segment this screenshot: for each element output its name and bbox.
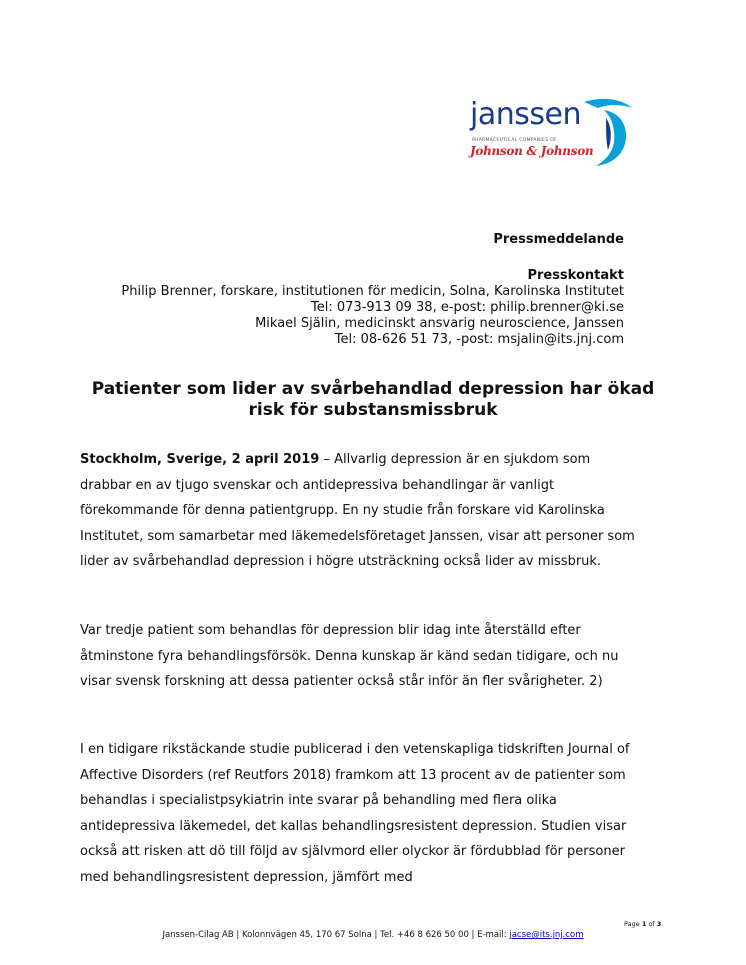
logo-subtitle: PHARMACEUTICAL COMPANIES OF (472, 138, 557, 143)
press-contact-block (80, 268, 624, 348)
contact-line: Philip Brenner, forskare, institutionen för medicin, Solna, Karolinska Institutet (121, 284, 624, 299)
press-release-label: Pressmeddelande (493, 232, 624, 247)
paragraph-1 (80, 447, 640, 575)
contact-line: Tel: 073-913 09 38, e-post: philip.brenner@ki.se (311, 300, 624, 315)
paragraph-3: I en tidigare rikstäckande studie publicerad i den vetenskapliga tidskriften Journal of Affective Disorders (ref Reutfors 2018) framkom att 13 procent av de patienter som behandlas i specialistpsykiatrin inte svarar på behandling med flera olika antidepressiva läkemedel, det kallas behandlingsresistent depression. Studien visar också att risken att dö till följd av självmord eller olyckor är fördubblad för personer med behandlingsresistent depression, jämfört med (80, 742, 630, 885)
janssen-logo (470, 96, 640, 174)
document-title: Patienter som lider av svårbehandlad depression har ökad risk för substansmissbruk (91, 379, 655, 420)
janssen-swoosh-icon (582, 96, 636, 168)
contact-line: Tel: 08-626 51 73, -post: msjalin@its.jnj.com (334, 332, 624, 347)
page-footer (0, 930, 746, 940)
footer-text: Janssen-Cilag AB | Kolonnvägen 45, 170 67 Solna | Tel. +46 8 626 50 00 | E-mail: (162, 930, 510, 940)
dateline: Stockholm, Sverige, 2 april 2019 (80, 452, 320, 467)
paragraph-1-text: – Allvarlig depression är en sjukdom som drabbar en av tjugo svenskar och antidepressiva behandlingar är vanligt förekommande för denna patientgrupp. En ny studie från forskare vid Karolinska Institutet, som samarbetar med läkemedelsföretaget Janssen, visar att personer som lider av svårbehandlad depression i högre utsträckning också lider av missbruk. (80, 452, 635, 569)
press-contact-label: Presskontakt (527, 268, 624, 283)
contact-line: Mikael Själin, medicinskt ansvarig neuroscience, Janssen (255, 316, 624, 331)
page-number: Page 1 of 3 (624, 920, 662, 928)
logo-parent-company: Johnson & Johnson (470, 144, 594, 158)
paragraph-2: Var tredje patient som behandlas för depression blir idag inte återställd efter åtminstone fyra behandlingsförsök. Denna kunskap är känd sedan tidigare, och nu visar svensk forskning att dessa patienter också står inför än fler svårigheter. 2) (80, 623, 619, 689)
logo-wordmark: janssen (470, 97, 581, 132)
footer-email-link[interactable]: jacse@its.jnj.com (509, 930, 584, 940)
